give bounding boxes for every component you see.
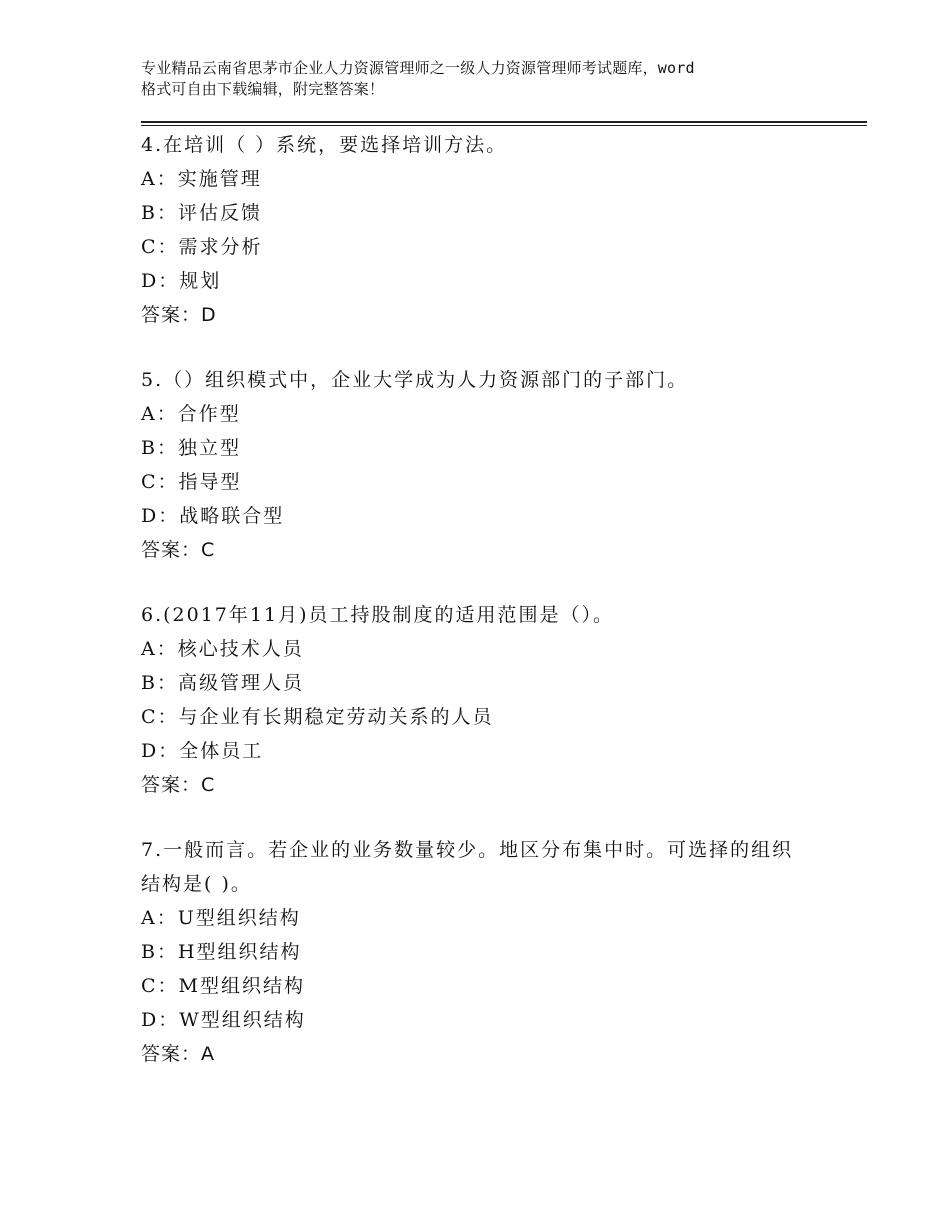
document-header <box>141 58 841 100</box>
option-c: C：需求分析 <box>141 236 263 258</box>
question-item <box>141 833 821 1071</box>
header-rule-thin <box>141 125 867 126</box>
header-line-2: 格式可自由下载编辑，附完整答案！ <box>141 80 385 98</box>
answer-line: 答案：C <box>141 539 216 561</box>
option-d: D：全体员工 <box>141 740 264 762</box>
answer-line: 答案：C <box>141 774 216 796</box>
option-a: A：核心技术人员 <box>141 638 304 660</box>
question-list <box>141 128 821 1102</box>
option-b: B：评估反馈 <box>141 202 262 224</box>
option-c: C：指导型 <box>141 471 242 493</box>
option-a: A：合作型 <box>141 403 241 425</box>
option-b: B：高级管理人员 <box>141 672 304 694</box>
question-stem: 4.在培训（ ）系统，要选择培训方法。 <box>141 134 508 156</box>
answer-line: 答案：A <box>141 1043 215 1065</box>
question-stem: 6.(2017年11月)员工持股制度的适用范围是（）。 <box>141 604 614 626</box>
header-rule-thick <box>141 121 867 123</box>
option-a: A：U型组织结构 <box>141 907 301 929</box>
option-d: D：规划 <box>141 270 222 292</box>
option-d: D：战略联合型 <box>141 505 285 527</box>
question-stem: 7.一般而言。若企业的业务数量较少。地区分布集中时。可选择的组织结构是( )。 <box>141 839 794 895</box>
option-c: C：M型组织结构 <box>141 975 305 997</box>
answer-line: 答案：D <box>141 304 217 326</box>
option-a: A：实施管理 <box>141 168 262 190</box>
question-item <box>141 598 821 802</box>
question-item <box>141 128 821 332</box>
option-c: C：与企业有长期稳定劳动关系的人员 <box>141 706 494 728</box>
header-line-1: 专业精品云南省思茅市企业人力资源管理师之一级人力资源管理师考试题库，word <box>141 59 695 77</box>
option-b: B：独立型 <box>141 437 241 459</box>
question-item <box>141 363 821 567</box>
question-stem: 5.（）组织模式中，企业大学成为人力资源部门的子部门。 <box>141 369 689 391</box>
option-b: B：H型组织结构 <box>141 941 302 963</box>
option-d: D：W型组织结构 <box>141 1009 306 1031</box>
